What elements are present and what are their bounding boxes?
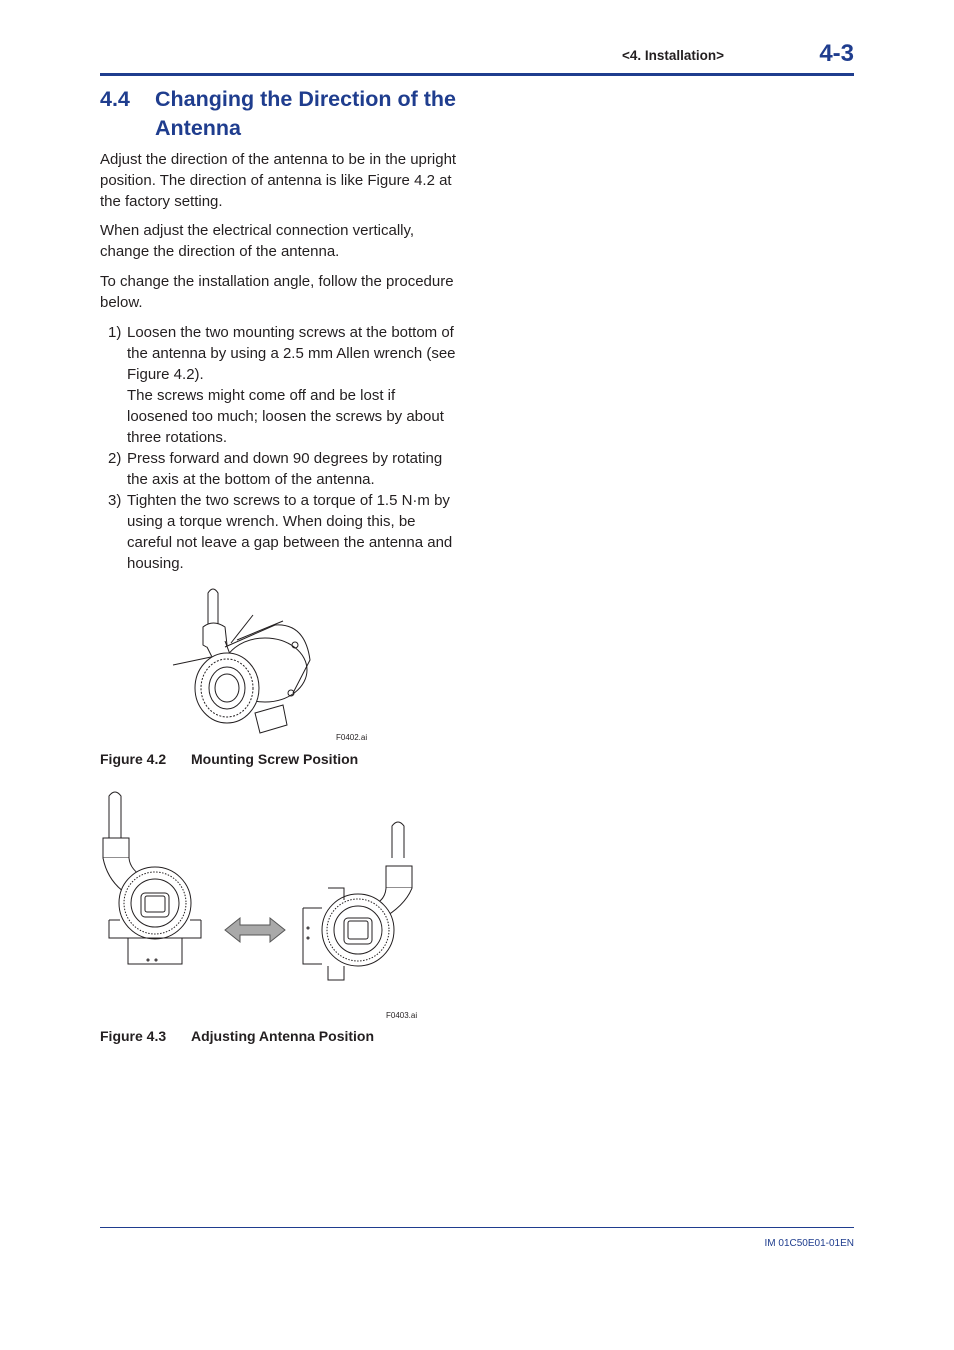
document-number: IM 01C50E01-01EN <box>764 1238 854 1249</box>
figure-4-2-illustration <box>165 585 325 735</box>
step-text: Press forward and down 90 degrees by rotating the axis at the bottom of the antenna. <box>127 450 443 488</box>
step-number: 3) <box>108 492 122 509</box>
section-title: Changing the Direction of the Antenna <box>155 87 456 140</box>
figure-label: Figure 4.3 <box>100 1028 167 1044</box>
step-text: Tighten the two screws to a torque of 1.5 N·m by using a torque wrench. When doing this, be careful not leave a gap between the antenna and housing. <box>127 492 453 572</box>
paragraph-intro: Adjust the direction of the antenna to be in the upright position. The direction of antenna is like Figure 4.2 at the factory setting. <box>100 151 457 210</box>
page-number: 4-3 <box>819 40 854 67</box>
figure-title: Adjusting Antenna Position <box>191 1028 375 1044</box>
header-divider <box>100 73 854 76</box>
figure-title: Mounting Screw Position <box>191 751 359 767</box>
figure-4-2-file-id: F0402.ai <box>336 733 368 742</box>
section-number: 4.4 <box>100 87 130 111</box>
step-note: The screws might come off and be lost if loosened too much; loosen the screws by about three rotations. <box>127 387 444 446</box>
procedure-list <box>100 322 460 574</box>
procedure-step <box>100 322 460 448</box>
procedure-step <box>100 448 460 490</box>
footer-divider <box>100 1227 854 1228</box>
procedure-step <box>100 490 460 574</box>
figure-label: Figure 4.2 <box>100 751 167 767</box>
figure-4-3-illustration <box>100 788 420 983</box>
header-section-title: <4. Installation> <box>622 48 725 63</box>
step-number: 2) <box>108 450 122 467</box>
figure-4-2-caption <box>100 751 359 767</box>
step-text: Loosen the two mounting screws at the bottom of the antenna by using a 2.5 mm Allen wrench (see Figure 4.2). <box>127 324 456 383</box>
figure-4-3-caption <box>100 1028 375 1044</box>
figure-4-3-file-id: F0403.ai <box>386 1011 418 1020</box>
paragraph-procedure: To change the installation angle, follow the procedure below. <box>100 273 454 311</box>
paragraph-vertical: When adjust the electrical connection vertically, change the direction of the antenna. <box>100 222 415 260</box>
step-number: 1) <box>108 324 122 341</box>
